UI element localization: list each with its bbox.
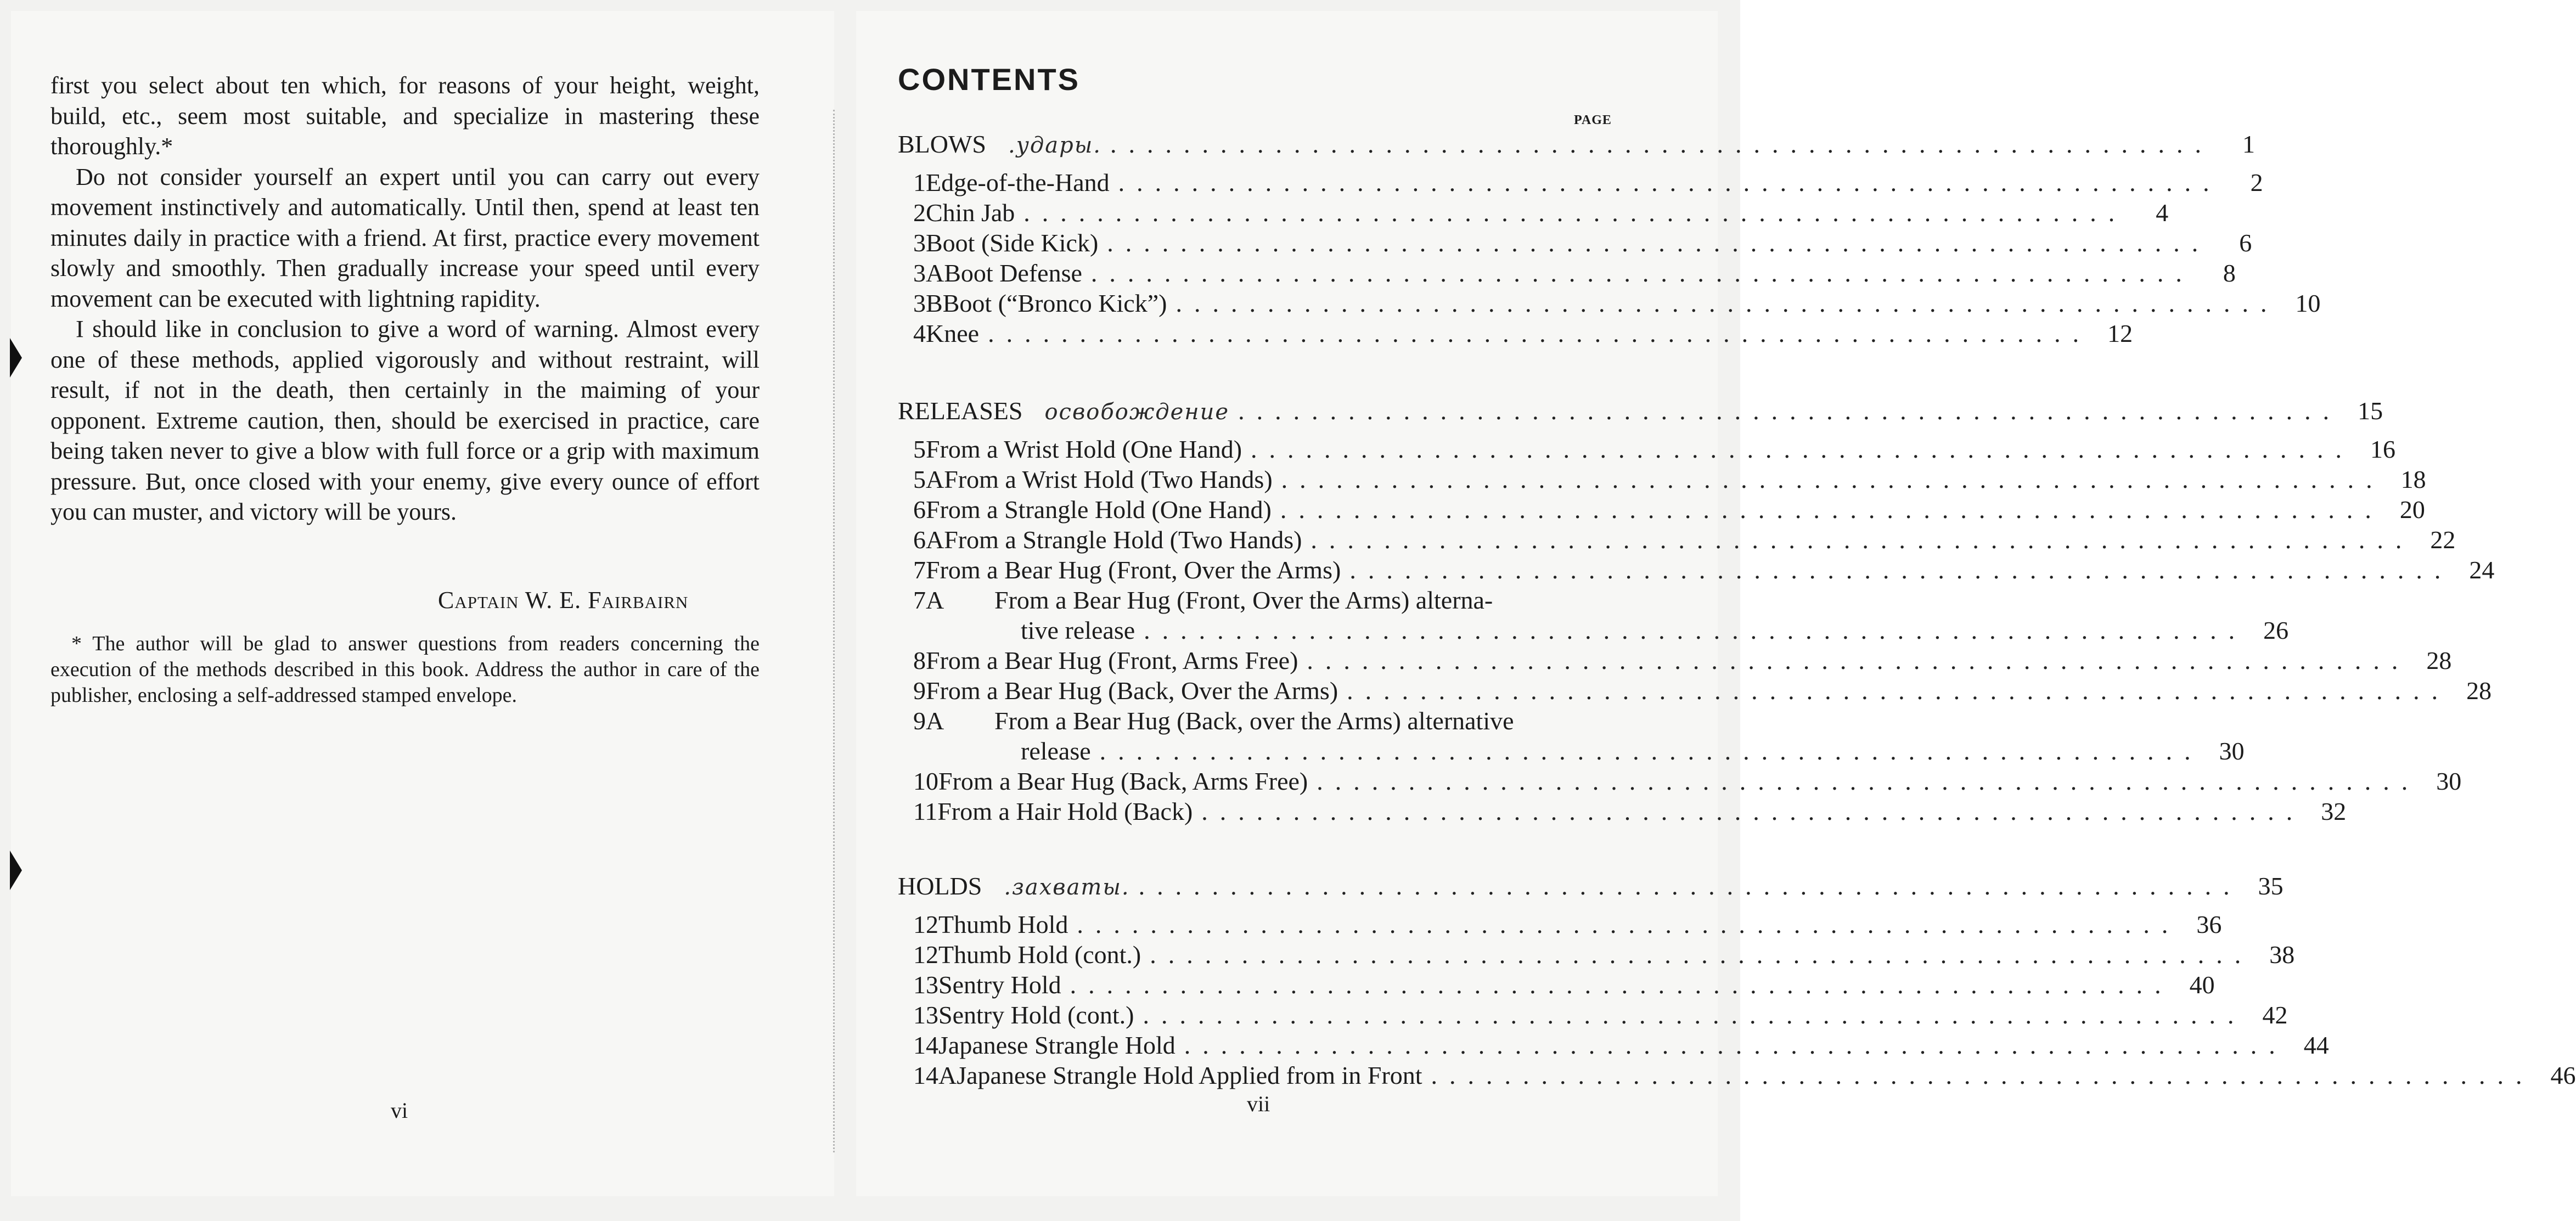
entry-title: Sentry Hold (cont.) <box>938 1001 1134 1029</box>
entry-page-number: 16 <box>2370 435 2396 463</box>
entry-title-continued: release <box>1021 737 1091 765</box>
section-title: RELEASES <box>898 397 1023 425</box>
toc-entry[interactable] <box>913 228 2252 259</box>
entry-number: 14 <box>913 1031 938 1059</box>
toc-entry[interactable] <box>913 495 2425 526</box>
dot-leader: ............................................................ <box>1175 289 2279 317</box>
dot-leader: ............................................................ <box>1023 199 2127 227</box>
entry-page-number: 44 <box>2303 1031 2329 1059</box>
paragraph: I should like in conclusion to give a word of warning. Almost every one of these methods, applied vigorously and without restraint, will result, if not in the death, then certainly in the maiming of your opponent. Extreme caution, then, should be exercised in practice, care being taken never to give a blow with full force or a grip with maximum pressure. But, once closed with your enemy, give every ounce of effort you can muster, and victory will be yours. <box>50 316 760 525</box>
entry-page-number: 32 <box>2321 797 2347 825</box>
dot-leader: ............................................................ <box>1347 677 2450 705</box>
toc-entry[interactable] <box>913 525 2456 556</box>
entry-number: 7A <box>913 586 944 614</box>
dot-leader: ............................................................ <box>1431 1061 2534 1089</box>
dot-leader: ............................................................ <box>1238 397 2342 425</box>
entry-title: From a Hair Hold (Back) <box>937 797 1193 825</box>
entry-number: 10 <box>913 767 938 795</box>
entry-page-number: 10 <box>2295 289 2321 317</box>
toc-entry[interactable] <box>913 1061 2576 1091</box>
entry-page-number: 38 <box>2269 941 2295 969</box>
entry-title: From a Bear Hug (Front, Over the Arms) alterna- <box>994 586 1493 614</box>
dot-leader: ............................................................ <box>1077 910 2180 938</box>
dot-leader: ............................................................ <box>1317 767 2420 795</box>
entry-title: From a Strangle Hold (One Hand) <box>926 496 1272 524</box>
handwritten-annotation: .захваты. <box>1004 875 1130 900</box>
toc-entry[interactable] <box>913 1031 2329 1061</box>
entry-number: 11 <box>913 797 938 825</box>
toc-entry[interactable] <box>913 289 2321 319</box>
entry-page-number: 20 <box>2399 496 2425 524</box>
handwritten-annotation: освобождение <box>1044 400 1230 425</box>
entry-number: 3A <box>913 259 944 287</box>
dot-leader: ............................................................ <box>1110 130 2214 158</box>
toc-entry[interactable] <box>913 676 2492 707</box>
entry-title: From a Bear Hug (Front, Arms Free) <box>926 646 1298 674</box>
toc-entry[interactable] <box>913 1000 2288 1031</box>
entry-title: From a Wrist Hold (Two Hands) <box>944 465 1273 493</box>
toc-entry[interactable] <box>913 465 2426 496</box>
entry-title: Chin Jab <box>926 199 1015 227</box>
dot-leader: ............................................................ <box>1107 229 2211 257</box>
dot-leader: ............................................................ <box>1090 259 2194 287</box>
entry-number: 5 <box>913 435 926 463</box>
entry-number: 2 <box>913 199 926 227</box>
toc-entry[interactable] <box>913 586 1611 616</box>
entry-title: Edge-of-the-Hand <box>926 168 1110 196</box>
toc-entry[interactable] <box>913 767 2462 797</box>
entry-number: 12 <box>913 910 938 938</box>
entry-page-number: 40 <box>2189 971 2215 999</box>
entry-page-number: 42 <box>2262 1001 2288 1029</box>
entry-number: 12 <box>913 941 938 969</box>
footnote-text: * The author will be glad to answer questions from readers concerning the execution of the methods described in this book. Address the author in care of the publisher, enclosing a self-addressed stamped envelope. <box>50 632 760 707</box>
dot-leader: ............................................................ <box>1070 971 2173 999</box>
entry-number: 6 <box>913 496 926 524</box>
entry-page-number: 30 <box>2436 767 2462 795</box>
toc-entry[interactable] <box>913 706 1611 737</box>
binding-notch-mark <box>10 338 22 378</box>
entry-title: From a Bear Hug (Back, over the Arms) alternative <box>994 707 1514 735</box>
entry-number: 5A <box>913 465 944 493</box>
entry-title: Thumb Hold <box>938 910 1068 938</box>
right-page-number: vii <box>1247 1091 1270 1116</box>
left-page-number: vi <box>391 1098 408 1123</box>
entry-page-number: 30 <box>2219 737 2245 765</box>
toc-entry-continuation[interactable] <box>1021 736 2245 767</box>
entry-number: 8 <box>913 646 926 674</box>
author-signature: Captain W. E. Fairbairn <box>438 587 689 614</box>
entry-number: 14A <box>913 1061 957 1089</box>
dot-leader: ............................................................ <box>1144 616 2247 644</box>
dot-leader: ............................................................ <box>1311 526 2414 554</box>
entry-title: Knee <box>926 319 980 347</box>
toc-section-releases[interactable] <box>898 396 2383 427</box>
toc-entry[interactable] <box>913 555 2495 586</box>
entry-number: 6A <box>913 526 944 554</box>
entry-title: Thumb Hold (cont.) <box>938 941 1141 969</box>
toc-entry-continuation[interactable] <box>1021 616 2289 646</box>
dot-leader: ............................................................ <box>1138 872 2242 900</box>
entry-page-number: 22 <box>2430 526 2456 554</box>
section-page-number: 15 <box>2358 397 2383 425</box>
toc-entry[interactable] <box>913 797 2347 828</box>
entry-number: 1 <box>913 168 926 196</box>
toc-section-blows[interactable] <box>898 130 2256 160</box>
entry-title: From a Strangle Hold (Two Hands) <box>944 526 1302 554</box>
toc-section-holds[interactable] <box>898 871 2283 902</box>
section-title: BLOWS <box>898 130 986 158</box>
handwritten-annotation: .удары. <box>1008 133 1102 158</box>
paragraph: Do not consider yourself an expert until you can carry out every movement instinctively and automatically. Until then, spend at least ten minutes daily in practice with a friend. At first, practice every movement slowly and smoothly. Then gradually increase your speed until every movement can be executed with lightning rapidity. <box>50 163 760 312</box>
paragraph: first you select about ten which, for reasons of your height, weight, build, etc., seem most suitable, and specialize in mastering these thoroughly.* <box>50 72 760 160</box>
entry-title: Sentry Hold <box>938 971 1061 999</box>
page-column-header: PAGE <box>1574 113 1612 127</box>
dot-leader: ............................................................ <box>1280 496 2383 524</box>
entry-number: 13 <box>913 1001 938 1029</box>
entry-number: 3 <box>913 229 926 257</box>
dot-leader: ............................................................ <box>1118 168 2221 196</box>
entry-number: 9 <box>913 677 926 705</box>
entry-page-number: 24 <box>2469 556 2495 584</box>
toc-entry[interactable] <box>913 940 2295 971</box>
entry-title: Japanese Strangle Hold <box>938 1031 1175 1059</box>
dot-leader: ............................................................ <box>1184 1031 2287 1059</box>
dot-leader: ............................................................ <box>1251 435 2354 463</box>
entry-number: 7 <box>913 556 926 584</box>
entry-title: From a Wrist Hold (One Hand) <box>926 435 1242 463</box>
dot-leader: ............................................................ <box>1099 737 2203 765</box>
entry-page-number: 6 <box>2239 229 2252 257</box>
section-page-number: 35 <box>2258 872 2283 900</box>
toc-entry[interactable] <box>913 970 2215 1001</box>
dot-leader: ............................................................ <box>1349 556 2453 584</box>
toc-entry[interactable] <box>913 646 2452 677</box>
entry-page-number: 28 <box>2466 677 2492 705</box>
section-page-number: 1 <box>2242 130 2256 158</box>
entry-title: From a Bear Hug (Back, Arms Free) <box>938 767 1308 795</box>
contents-heading: CONTENTS <box>898 62 1080 97</box>
entry-title-continued: tive release <box>1021 616 1135 644</box>
entry-page-number: 8 <box>2223 259 2236 287</box>
dot-leader: ............................................................ <box>988 319 2091 347</box>
toc-entry[interactable] <box>913 258 2236 289</box>
toc-entry[interactable] <box>913 910 2222 941</box>
binding-notch-mark <box>10 851 22 890</box>
entry-title: From a Bear Hug (Back, Over the Arms) <box>926 677 1338 705</box>
entry-page-number: 18 <box>2400 465 2426 493</box>
book-gutter <box>833 110 839 1152</box>
entry-number: 9A <box>913 707 944 735</box>
dot-leader: ............................................................ <box>1307 646 2410 674</box>
entry-title: Boot (“Bronco Kick”) <box>942 289 1167 317</box>
dot-leader: ............................................................ <box>1143 1001 2246 1029</box>
entry-page-number: 2 <box>2250 168 2263 196</box>
entry-title: Japanese Strangle Hold Applied from in Front <box>957 1061 1422 1089</box>
entry-page-number: 46 <box>2550 1061 2576 1089</box>
entry-page-number: 36 <box>2196 910 2222 938</box>
toc-entry[interactable] <box>913 168 2263 199</box>
left-page-body <box>50 70 760 527</box>
entry-title: From a Bear Hug (Front, Over the Arms) <box>926 556 1341 584</box>
dot-leader: ............................................................ <box>1150 941 2253 969</box>
footnote <box>50 631 760 708</box>
toc-entry[interactable] <box>913 435 2396 465</box>
entry-title: Boot Defense <box>944 259 1082 287</box>
entry-title: Boot (Side Kick) <box>926 229 1099 257</box>
section-title: HOLDS <box>898 872 982 900</box>
entry-number: 4 <box>913 319 926 347</box>
entry-page-number: 26 <box>2263 616 2289 644</box>
entry-page-number: 12 <box>2107 319 2133 347</box>
entry-number: 13 <box>913 971 938 999</box>
dot-leader: ............................................................ <box>1281 465 2384 493</box>
toc-entry[interactable] <box>913 319 2133 350</box>
entry-page-number: 4 <box>2156 199 2169 227</box>
dot-leader: ............................................................ <box>1201 797 2305 825</box>
toc-entry[interactable] <box>913 198 2169 229</box>
entry-page-number: 28 <box>2426 646 2452 674</box>
entry-number: 3B <box>913 289 943 317</box>
